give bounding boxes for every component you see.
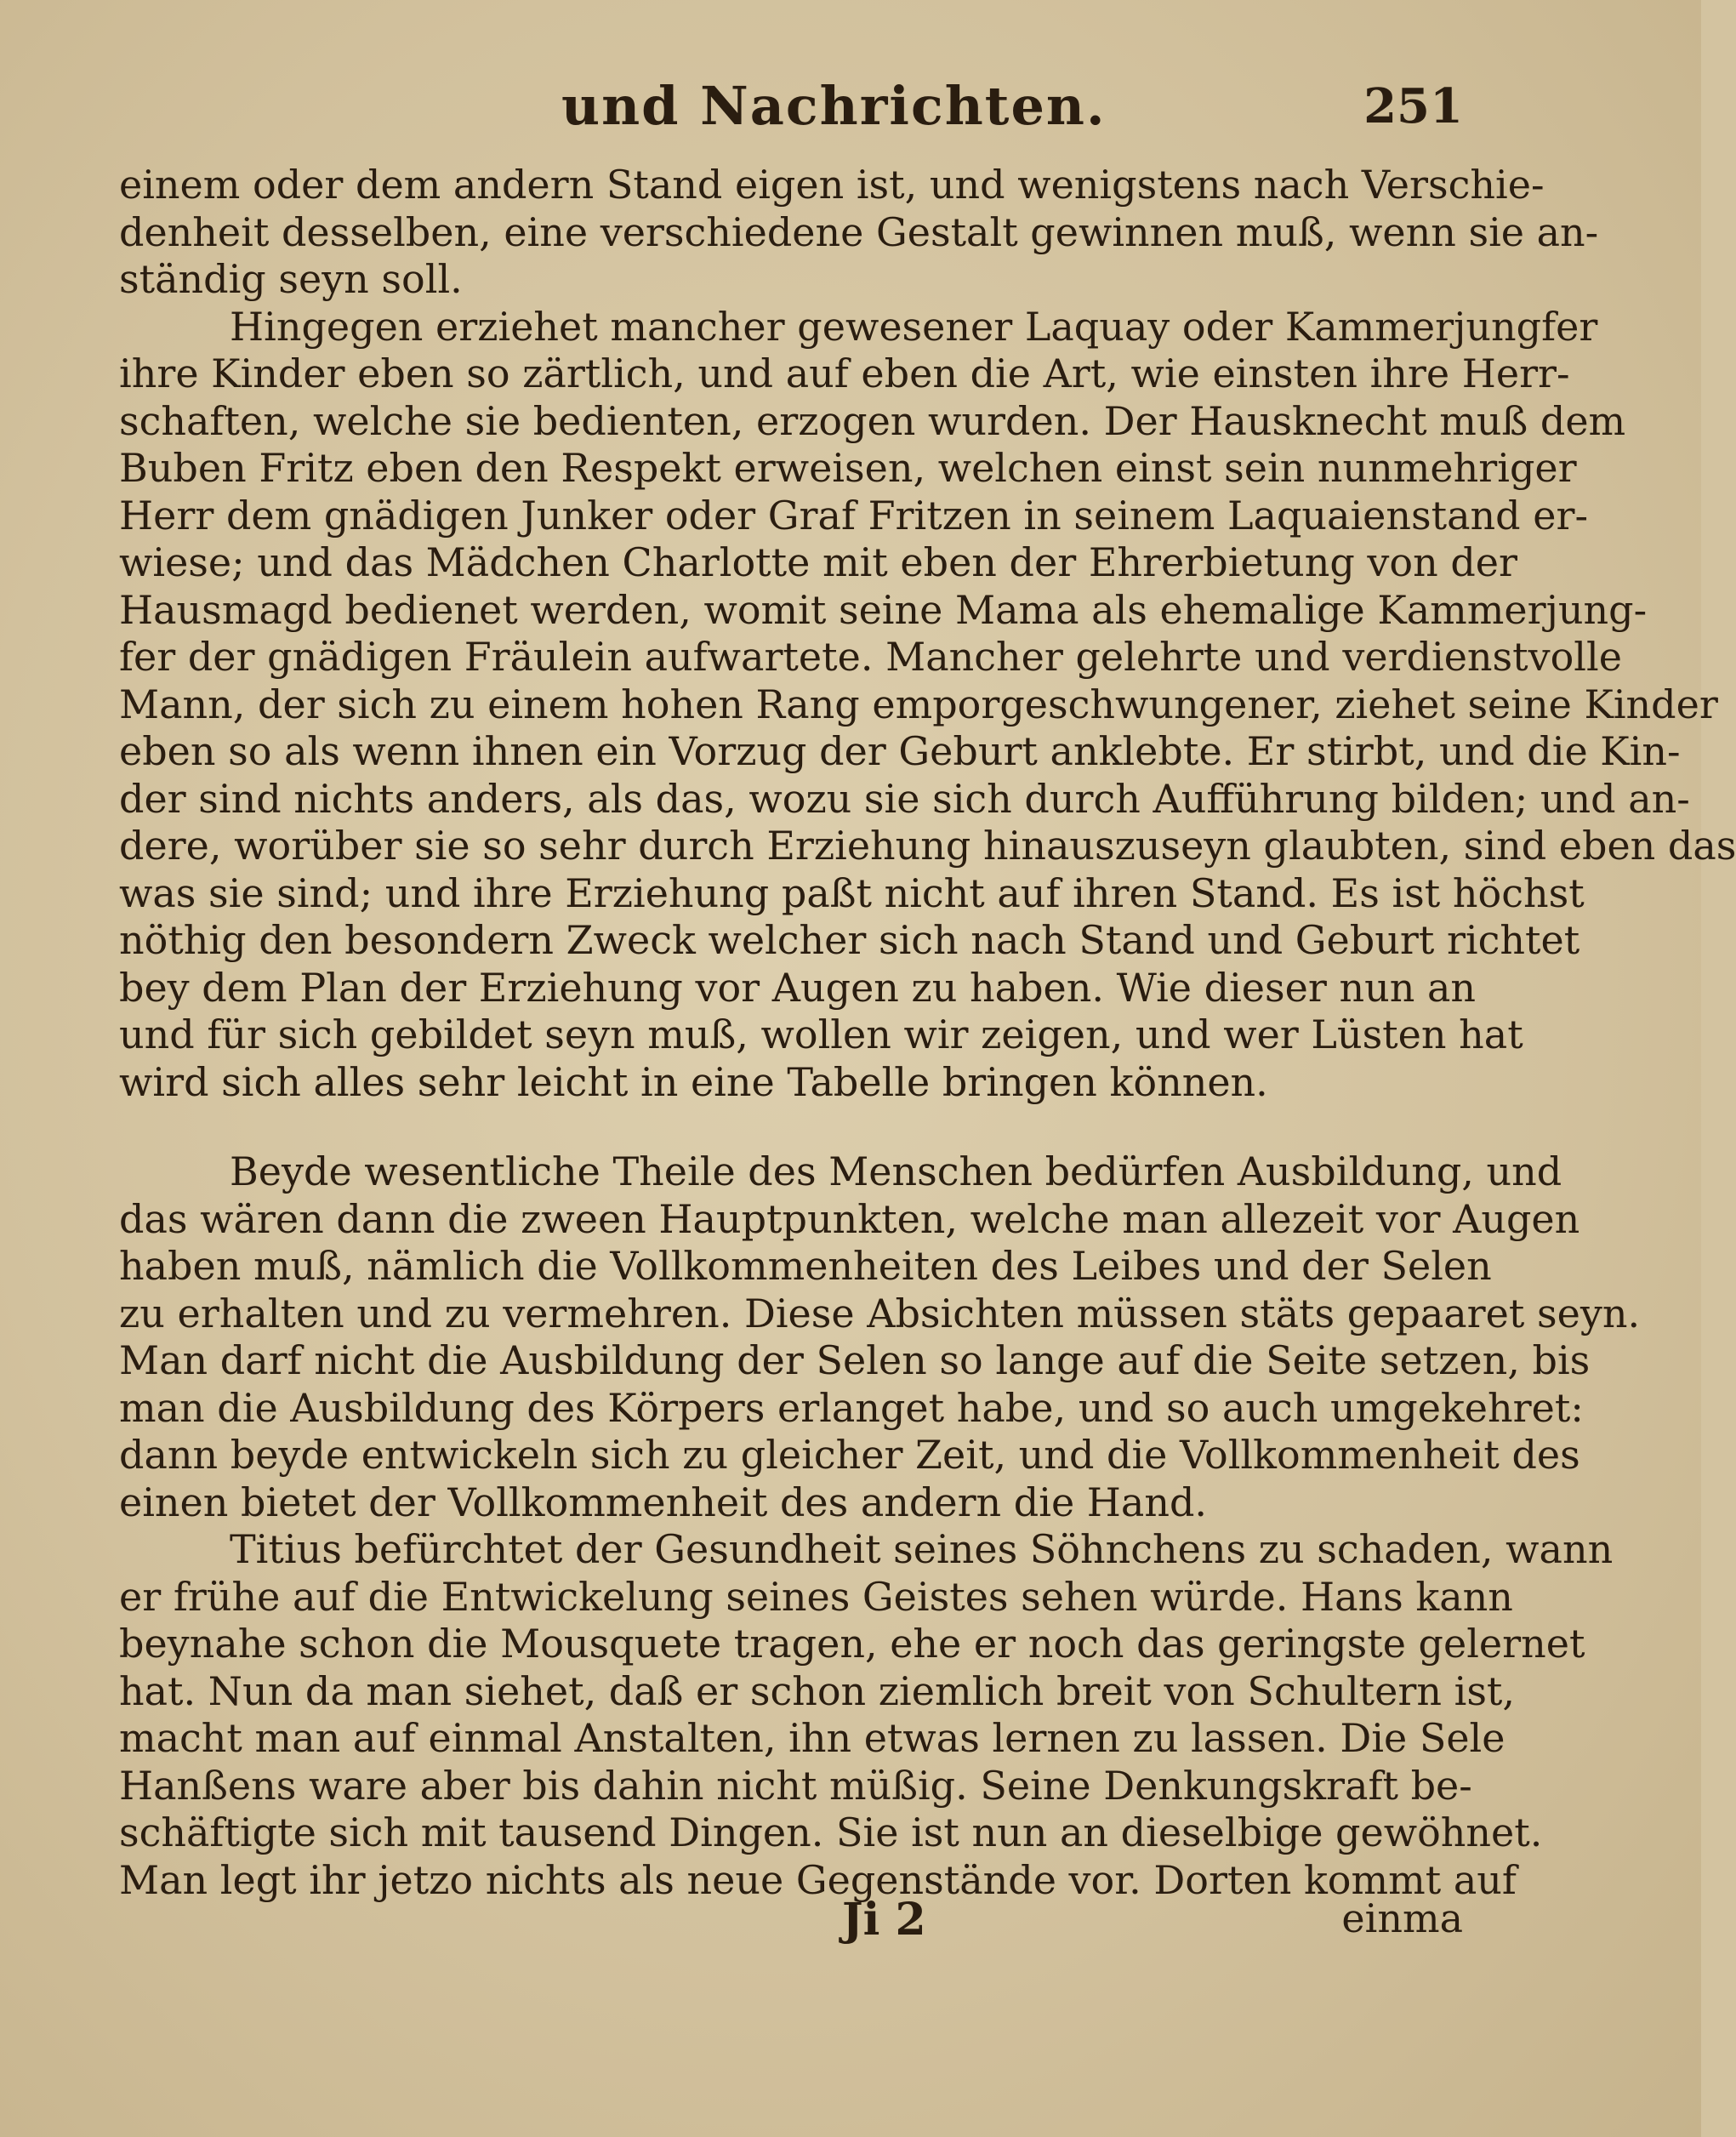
- text-line: Titius befürchtet der Gesundheit seines Söhnchens zu schaden, wann: [230, 1526, 1614, 1572]
- text-line: dere, worüber sie so sehr durch Erziehung hinauszuseyn glaubten, sind eben das: [119, 823, 1736, 869]
- text-line: schaften, welche sie bedienten, erzogen wurden. Der Hausknecht muß dem: [119, 397, 1626, 444]
- text-line: einem oder dem andern Stand eigen ist, und wenigstens nach Verschie-: [119, 162, 1545, 208]
- text-line: ihre Kinder eben so zärtlich, und auf eben die Art, wie einsten ihre Herr-: [119, 350, 1570, 396]
- text-line: Mann, der sich zu einem hohen Rang emporgeschwungener, ziehet seine Kinder: [119, 681, 1718, 727]
- paragraph-2: [119, 303, 1736, 1107]
- text-line: Buben Fritz eben den Respekt erweisen, welchen einst sein nunmehriger: [119, 445, 1577, 491]
- text-line: ständig seyn soll.: [119, 256, 463, 302]
- text-line: bey dem Plan der Erziehung vor Augen zu haben. Wie dieser nun an: [119, 964, 1477, 1011]
- text-line: macht man auf einmal Anstalten, ihn etwas lernen zu lassen. Die Sele: [119, 1715, 1505, 1761]
- text-line: Hingegen erziehet mancher gewesener Laquay oder Kammerjungfer: [230, 303, 1598, 350]
- text-line: Man darf nicht die Ausbildung der Selen so lange auf die Seite setzen, bis: [119, 1337, 1591, 1383]
- text-line: was sie sind; und ihre Erziehung paßt nicht auf ihren Stand. Es ist höchst: [119, 869, 1585, 916]
- paragraph-3: [119, 1148, 1641, 1526]
- text-line: man die Ausbildung des Körpers erlanget habe, und so auch umgekehret:: [119, 1384, 1584, 1431]
- text-line: Beyde wesentliche Theile des Menschen bedürfen Ausbildung, und: [230, 1148, 1562, 1194]
- paragraph-1: [119, 162, 1599, 304]
- text-line: der sind nichts anders, als das, wozu sie sich durch Aufführung bilden; und an-: [119, 775, 1690, 822]
- text-line: fer der gnädigen Fräulein aufwartete. Mancher gelehrte und verdienstvolle: [119, 634, 1622, 680]
- text-line: wiese; und das Mädchen Charlotte mit eben der Ehrerbietung von der: [119, 539, 1518, 585]
- text-line: Hanßens ware aber bis dahin nicht müßig. Seine Denkungskraft be-: [119, 1762, 1472, 1809]
- text-line: nöthig den besondern Zweck welcher sich nach Stand und Geburt richtet: [119, 917, 1580, 963]
- paragraph-gap: [119, 1106, 1463, 1148]
- page-header: [119, 68, 1463, 153]
- text-line: einen bietet der Vollkommenheit des andern die Hand.: [119, 1479, 1208, 1525]
- text-line: wird sich alles sehr leicht in eine Tabelle bringen können.: [119, 1058, 1268, 1105]
- text-line: hat. Nun da man siehet, daß er schon ziemlich breit von Schultern ist,: [119, 1667, 1516, 1714]
- text-line: Hausmagd bedienet werden, womit seine Mama als ehemalige Kammerjung-: [119, 586, 1648, 633]
- text-line: und für sich gebildet seyn muß, wollen wir zeigen, und wer Lüsten hat: [119, 1012, 1523, 1057]
- text-line: denheit desselben, eine verschiedene Gestalt gewinnen muß, wenn sie an-: [119, 208, 1599, 255]
- paragraph-4: [119, 1526, 1614, 1904]
- text-line: dann beyde entwickeln sich zu gleicher Zeit, und die Vollkommenheit des: [119, 1432, 1580, 1478]
- text-line: beynahe schon die Mousquete tragen, ehe er noch das geringste gelernet: [119, 1621, 1585, 1667]
- text-line: das wären dann die zween Hauptpunkten, welche man allezeit vor Augen: [119, 1195, 1580, 1242]
- text-line: haben muß, nämlich die Vollkommenheiten des Leibes und der Selen: [119, 1243, 1492, 1289]
- text-line: er frühe auf die Entwickelung seines Geistes sehen würde. Hans kann: [119, 1573, 1513, 1620]
- signature-mark: Ji 2: [842, 1894, 926, 1946]
- text-line: zu erhalten und zu vermehren. Diese Absichten müssen stäts gepaaret seyn.: [119, 1290, 1641, 1336]
- text-line: Man legt ihr jetzo nichts als neue Gegenstände vor. Dorten kommt auf: [119, 1856, 1517, 1903]
- page-number: 251: [1363, 78, 1463, 134]
- page-footer: [119, 1889, 1463, 1957]
- running-head: und Nachrichten.: [561, 75, 1107, 137]
- catchword: einma: [1341, 1895, 1463, 1941]
- text-line: schäftigte sich mit tausend Dingen. Sie ist nun an dieselbige gewöhnet.: [119, 1809, 1543, 1855]
- text-line: Herr dem gnädigen Junker oder Graf Fritzen in seinem Laquaienstand er-: [119, 492, 1588, 539]
- text-line: eben so als wenn ihnen ein Vorzug der Geburt anklebte. Er stirbt, und die Kin-: [119, 728, 1681, 774]
- body-text: [119, 162, 1736, 1904]
